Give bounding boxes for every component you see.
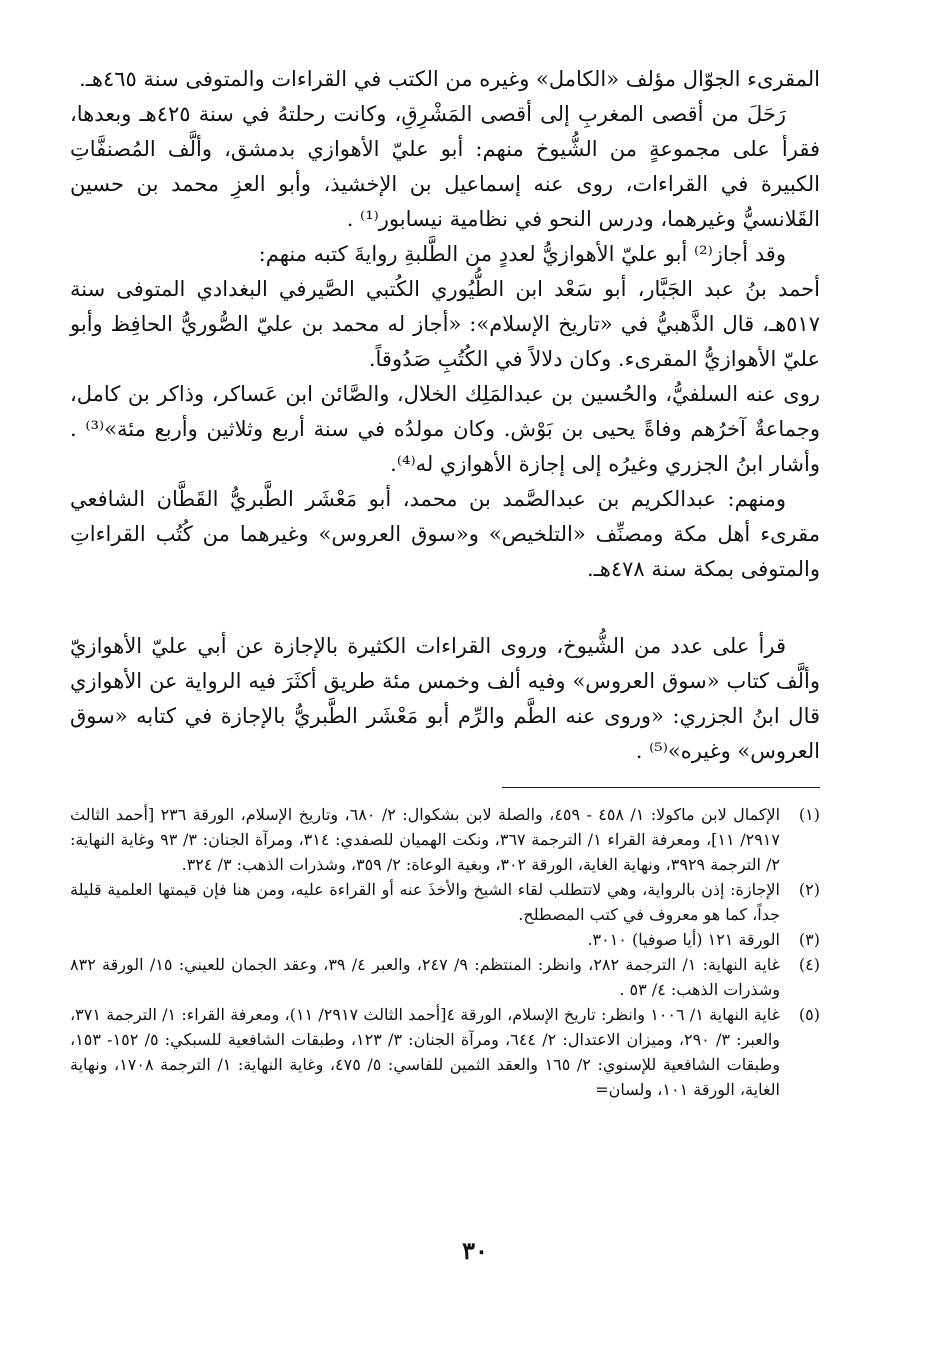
footnote-number: (٥) <box>798 1005 820 1024</box>
paragraph-5: روى عنه السلفيُّ، والحُسين بن عبدالمَلِك الخلال، والصَّائن ابن عَساكر، وذاكر بن كامل، وجماعةٌ آخرُهم وفاةً يحيى بن بَوْش. وكان مولدُه في سنة أربع وثلاثين وأربع مئة»⁽³⁾ . وأشار ابنُ الجزري وغيرُه إلى إجازة الأهوازي له⁽⁴⁾. <box>70 382 820 476</box>
footnote-number: (٣) <box>798 930 820 949</box>
footnote-text: غاية النهاية ١/ ١٠٠٦ وانظر: تاريخ الإسلام، الورقة ٤[أحمد الثالث ٢٩١٧/ ١١)، ومعرفة القراء: ١/ الترجمة ٣٧١، والعبر: ٣/ ٢٩٠، وميزان الاعتدال: ٢/ ٦٤٤، ومرآة الجنان: ٣/ ١٢٣، وطبقات الشافعية للسبكي: ٥/ ١٥٢- ١٥٣، وطبقات الشافعية للإسنوي: ٢/ ١٦٥ والعقد الثمين للفاسي: ٥/ ٤٧٥، وغاية النهاية: ١/ الترجمة ١٧٠٨، ونهاية الغاية، الورقة ١٠١، ولسان= <box>70 1005 781 1099</box>
paragraph-7: قرأ على عدد من الشُّيوخ، وروى القراءات الكثيرة بالإجازة عن أبي عليّ الأهوازيّ وألَّف كتاب «سوق العروس» وفيه ألف وخمس مئة طريق أكثَرَ فيه الرواية عن الأهوازي قال ابنُ الجزري: «وروى عنه الطَّم والرِّم أبو مَعْشَر الطَّبريُّ بالإجازة في كتابه «سوق العروس» وغيره»⁽⁵⁾ . <box>70 634 821 763</box>
footnote-text: الإجازة: إذن بالرواية، وهي لاتتطلب لقاء الشيخ والأخذَ عنه أو القراءة عليه، ومن هنا فإن قيمتها العلمية قليلة جداً، كما هو معروف في كتب المصطلح. <box>70 880 780 924</box>
footnote-text: الإكمال لابن ماكولا: ١/ ٤٥٨ - ٤٥٩، والصلة لابن بشكوال: ٢/ ٦٨٠، وتاريخ الإسلام، الورقة ٢٣٦ [أحمد الثالث ٢٩١٧/ ١١]، ومعرفة القراء ١/ الترجمة ٣٦٧، ونكت الهميان للصفدي: ٣١٤، ومرآة الجنان: ٣/ ٩٣ وغاية النهاية: ٢/ الترجمة ٣٩٢٩، ونهاية الغاية، الورقة ٣٠٢، وبغية الوعاة: ٢/ ٣٥٩، وشذرات الذهب: ٣/ ٣٢٤. <box>70 805 781 874</box>
footnote-2 <box>70 877 820 927</box>
footnote-text: غاية النهاية: ١/ الترجمة ٢٨٢، وانظر: المنتظم: ٩/ ٢٤٧، والعبر ٤/ ٣٩، وعقد الجمان للعيني: ١٥/ الورقة ٨٣٢ وشذرات الذهب: ٤/ ٥٣ . <box>70 955 781 999</box>
footnote-3 <box>70 927 820 952</box>
page-content <box>70 62 820 1102</box>
paragraph-gap <box>70 587 820 629</box>
footnote-1 <box>70 802 820 877</box>
main-text <box>70 62 820 769</box>
paragraph-1: المقرىء الجوّال مؤلف «الكامل» وغيره من الكتب في القراءات والمتوفى سنة ٤٦٥هـ. <box>79 67 820 91</box>
paragraph-6: ومنهم: عبدالكريم بن عبدالصَّمد بن محمد، أبو مَعْشَر الطَّبريُّ القَطَّان الشافعي مقرىء أهل مكة ومصنِّف «التلخيص» و«سوق العروس» وغيرهما من كُتُب القراءاتِ والمتوفى بمكة سنة ٤٧٨هـ. <box>70 487 820 581</box>
footnote-4 <box>70 952 820 1002</box>
paragraph-4: أحمد بنُ عبد الجَبَّار، أبو سَعْد ابن الطُّيُوري الكُتبي الصَّيرفي البغدادي المتوفى سنة ٥١٧هـ، قال الذَّهبيُّ في «تاريخ الإسلام»: «أجاز له محمد بن عليّ الصُّوريُّ الحافِظ وأبو عليّ الأهوازيُّ المقرىء. وكان دلالاً في الكُتُبِ صَدُوقاً. <box>70 277 820 371</box>
footnote-number: (٤) <box>798 955 820 974</box>
paragraph-2: رَحَلَ من أقصى المغربِ إلى أقصى المَشْرِقِ، وكانت رحلتهُ في سنة ٤٢٥هـ وبعدها، فقرأ على مجموعةٍ من الشُّيوخ منهم: أبو عليّ الأهوازي بدمشق، وألَّف المُصنفَّاتِ الكبيرة في القراءات، روى عنه إسماعيل بن الإخشيذ، وأبو العزِ محمد بن حسين القَلانسيُّ وغيرهما، ودرس النحو في نظامية نيسابور⁽¹⁾ . <box>70 102 820 231</box>
footnotes <box>70 802 820 1102</box>
footnote-number: (٢) <box>798 880 820 899</box>
footnote-divider <box>502 787 820 788</box>
footnote-number: (١) <box>798 805 820 824</box>
page-number: ٣٠ <box>462 1236 488 1265</box>
paragraph-3: وقد أجاز⁽²⁾ أبو عليّ الأهوازيُّ لعددٍ من الطَّلبةِ روايةَ كتبه منهم: <box>258 242 786 266</box>
footnote-text: الورقة ١٢١ (أيا صوفيا) ٣٠١٠. <box>587 930 780 949</box>
footnote-5 <box>70 1002 820 1102</box>
